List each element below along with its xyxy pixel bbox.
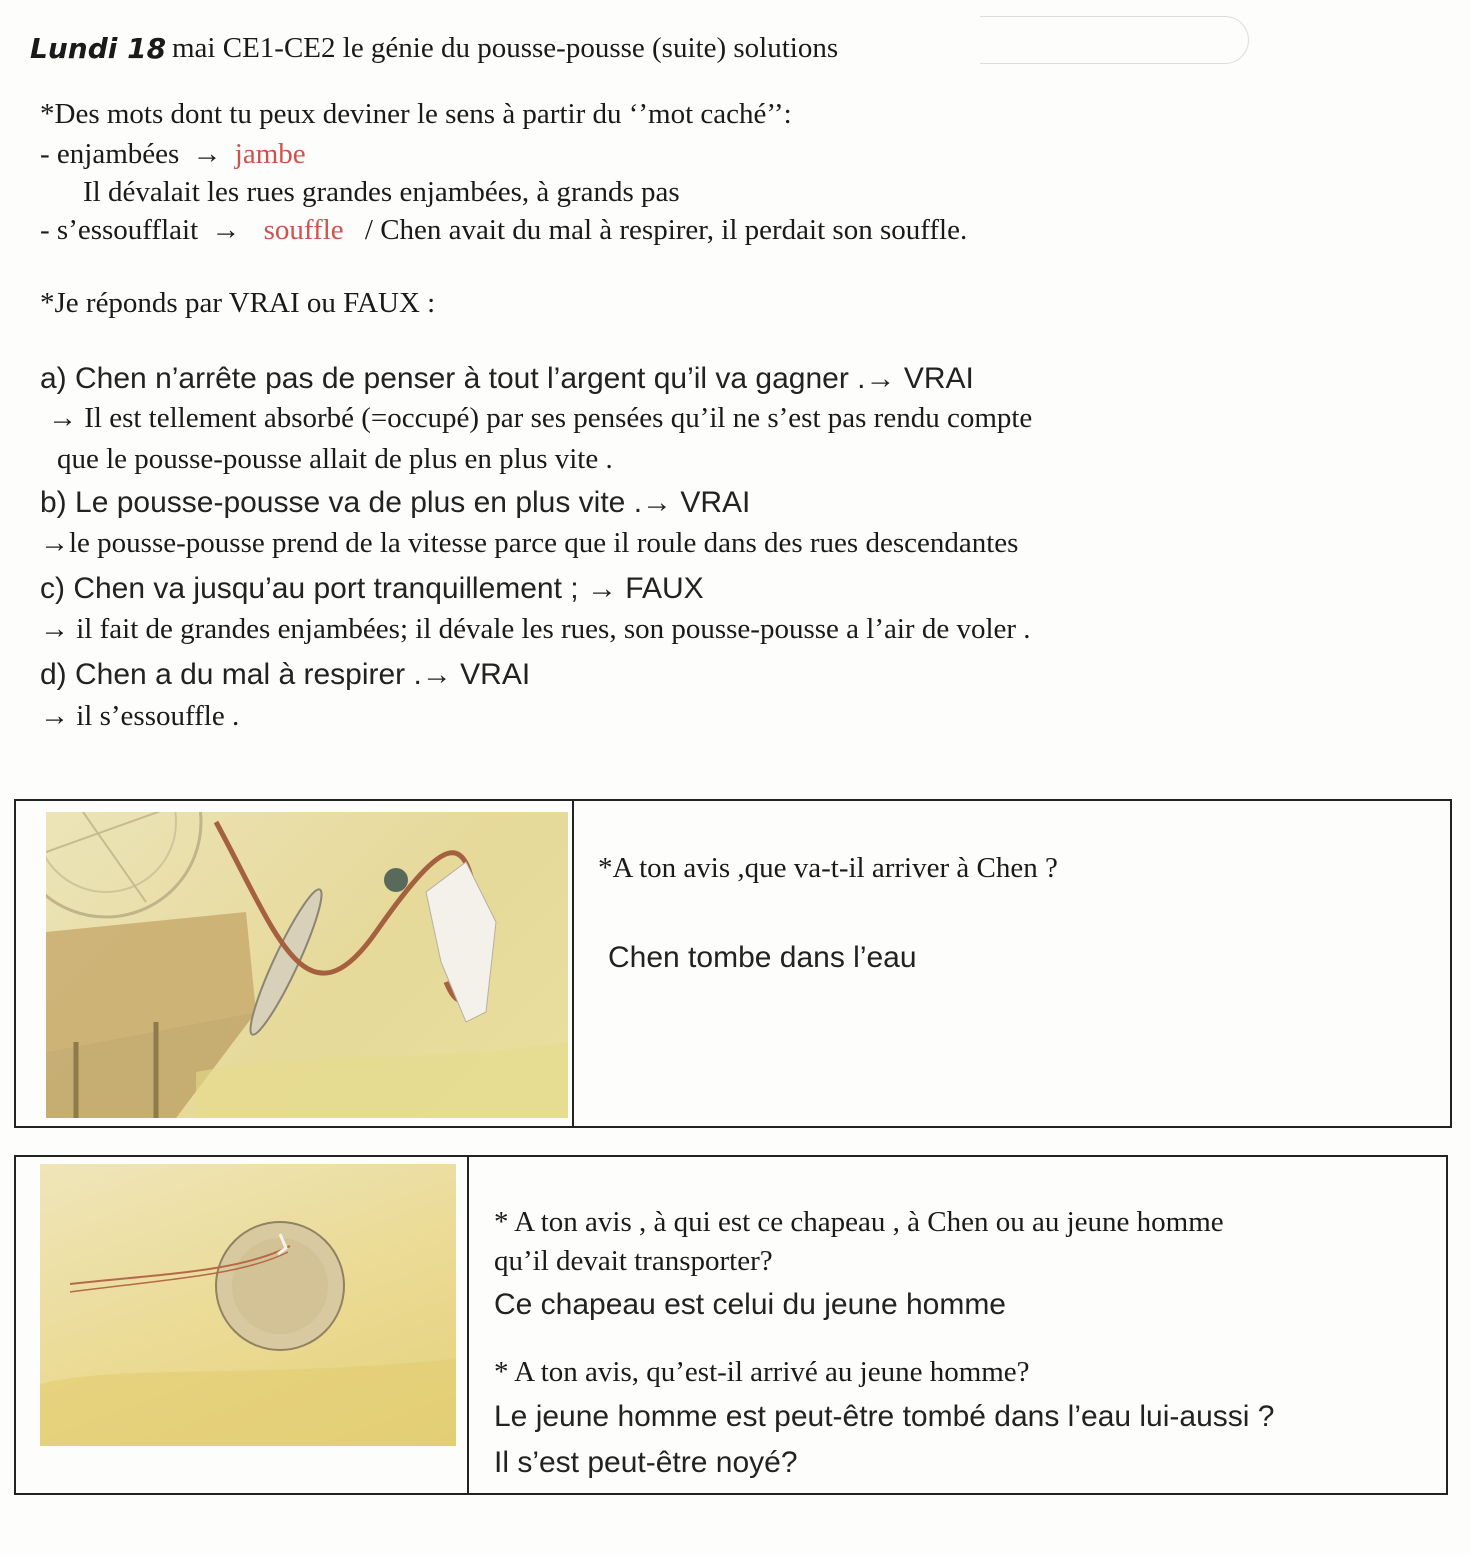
question-b: b) Le pousse-pousse va de plus en plus vite .→ VRAI [40,486,751,519]
illustration-chen-falling-svg [46,812,568,1118]
explanation-a-1: → Il est tellement absorbé (=occupé) par ses pensées qu’il ne s’est pas rendu compte [48,402,1033,434]
explanation-c: → il fait de grandes enjambées; il dévale les rues, son pousse-pousse a l’air de voler . [40,613,1031,645]
vocab-sentence-1: Il dévalait les rues grandes enjambées, à grands pas [83,176,680,208]
arrow-icon: → [192,138,222,170]
box-2-divider [467,1156,469,1494]
box-2-question-1-line-1: * A ton avis , à qui est ce chapeau , à Chen ou au jeune homme [494,1206,1224,1238]
vocab-word-2-label: - s’essoufflait [40,214,199,246]
question-d: d) Chen a du mal à respirer .→ VRAI [40,658,531,691]
explanation-a-2: que le pousse-pousse allait de plus en plus vite . [57,443,613,475]
illustration-floating-hat-svg [40,1164,456,1446]
header-frame [980,16,1249,64]
box-2-answer-2-line-1: Le jeune homme est peut-être tombé dans l’eau lui-aussi ? [494,1400,1275,1433]
box-2-answer-2-line-2: Il s’est peut-être noyé? [494,1446,798,1479]
vocab-word-1-label: - enjambées [40,138,180,170]
illustration-floating-hat [40,1164,456,1446]
truefalse-intro: *Je réponds par VRAI ou FAUX : [40,287,436,319]
question-a: a) Chen n’arrête pas de penser à tout l’argent qu’il va gagner .→ VRAI [40,362,974,395]
illustration-chen-falling [46,812,568,1118]
vocab-intro: *Des mots dont tu peux deviner le sens à partir du ‘’mot caché’’: [40,98,792,130]
box-2-answer-1: Ce chapeau est celui du jeune homme [494,1288,1006,1321]
arrow-icon: → [211,214,241,246]
page-title: mai CE1-CE2 le génie du pousse-pousse (suite) solutions [172,32,839,64]
vocab-sentence-2: / Chen avait du mal à respirer, il perdait son souffle. [364,214,968,246]
box-2-question-2: * A ton avis, qu’est-il arrivé au jeune homme? [494,1356,1030,1388]
box-1-divider [572,800,574,1127]
vocab-word-1 [40,138,306,171]
vocab-root-1: jambe [234,138,306,170]
question-c: c) Chen va jusqu’au port tranquillement ; → FAUX [40,572,704,605]
box-1-answer: Chen tombe dans l’eau [608,941,917,974]
box-1-question: *A ton avis ,que va-t-il arriver à Chen ? [598,852,1058,884]
vocab-word-2 [40,214,967,247]
date-handwritten: Lundi 18 [30,32,167,65]
box-2-question-1-line-2: qu’il devait transporter? [494,1245,773,1277]
vocab-root-2: souffle [263,214,344,246]
explanation-d: → il s’essouffle . [40,700,240,732]
explanation-b: →le pousse-pousse prend de la vitesse parce que il roule dans des rues descendantes [40,527,1019,559]
